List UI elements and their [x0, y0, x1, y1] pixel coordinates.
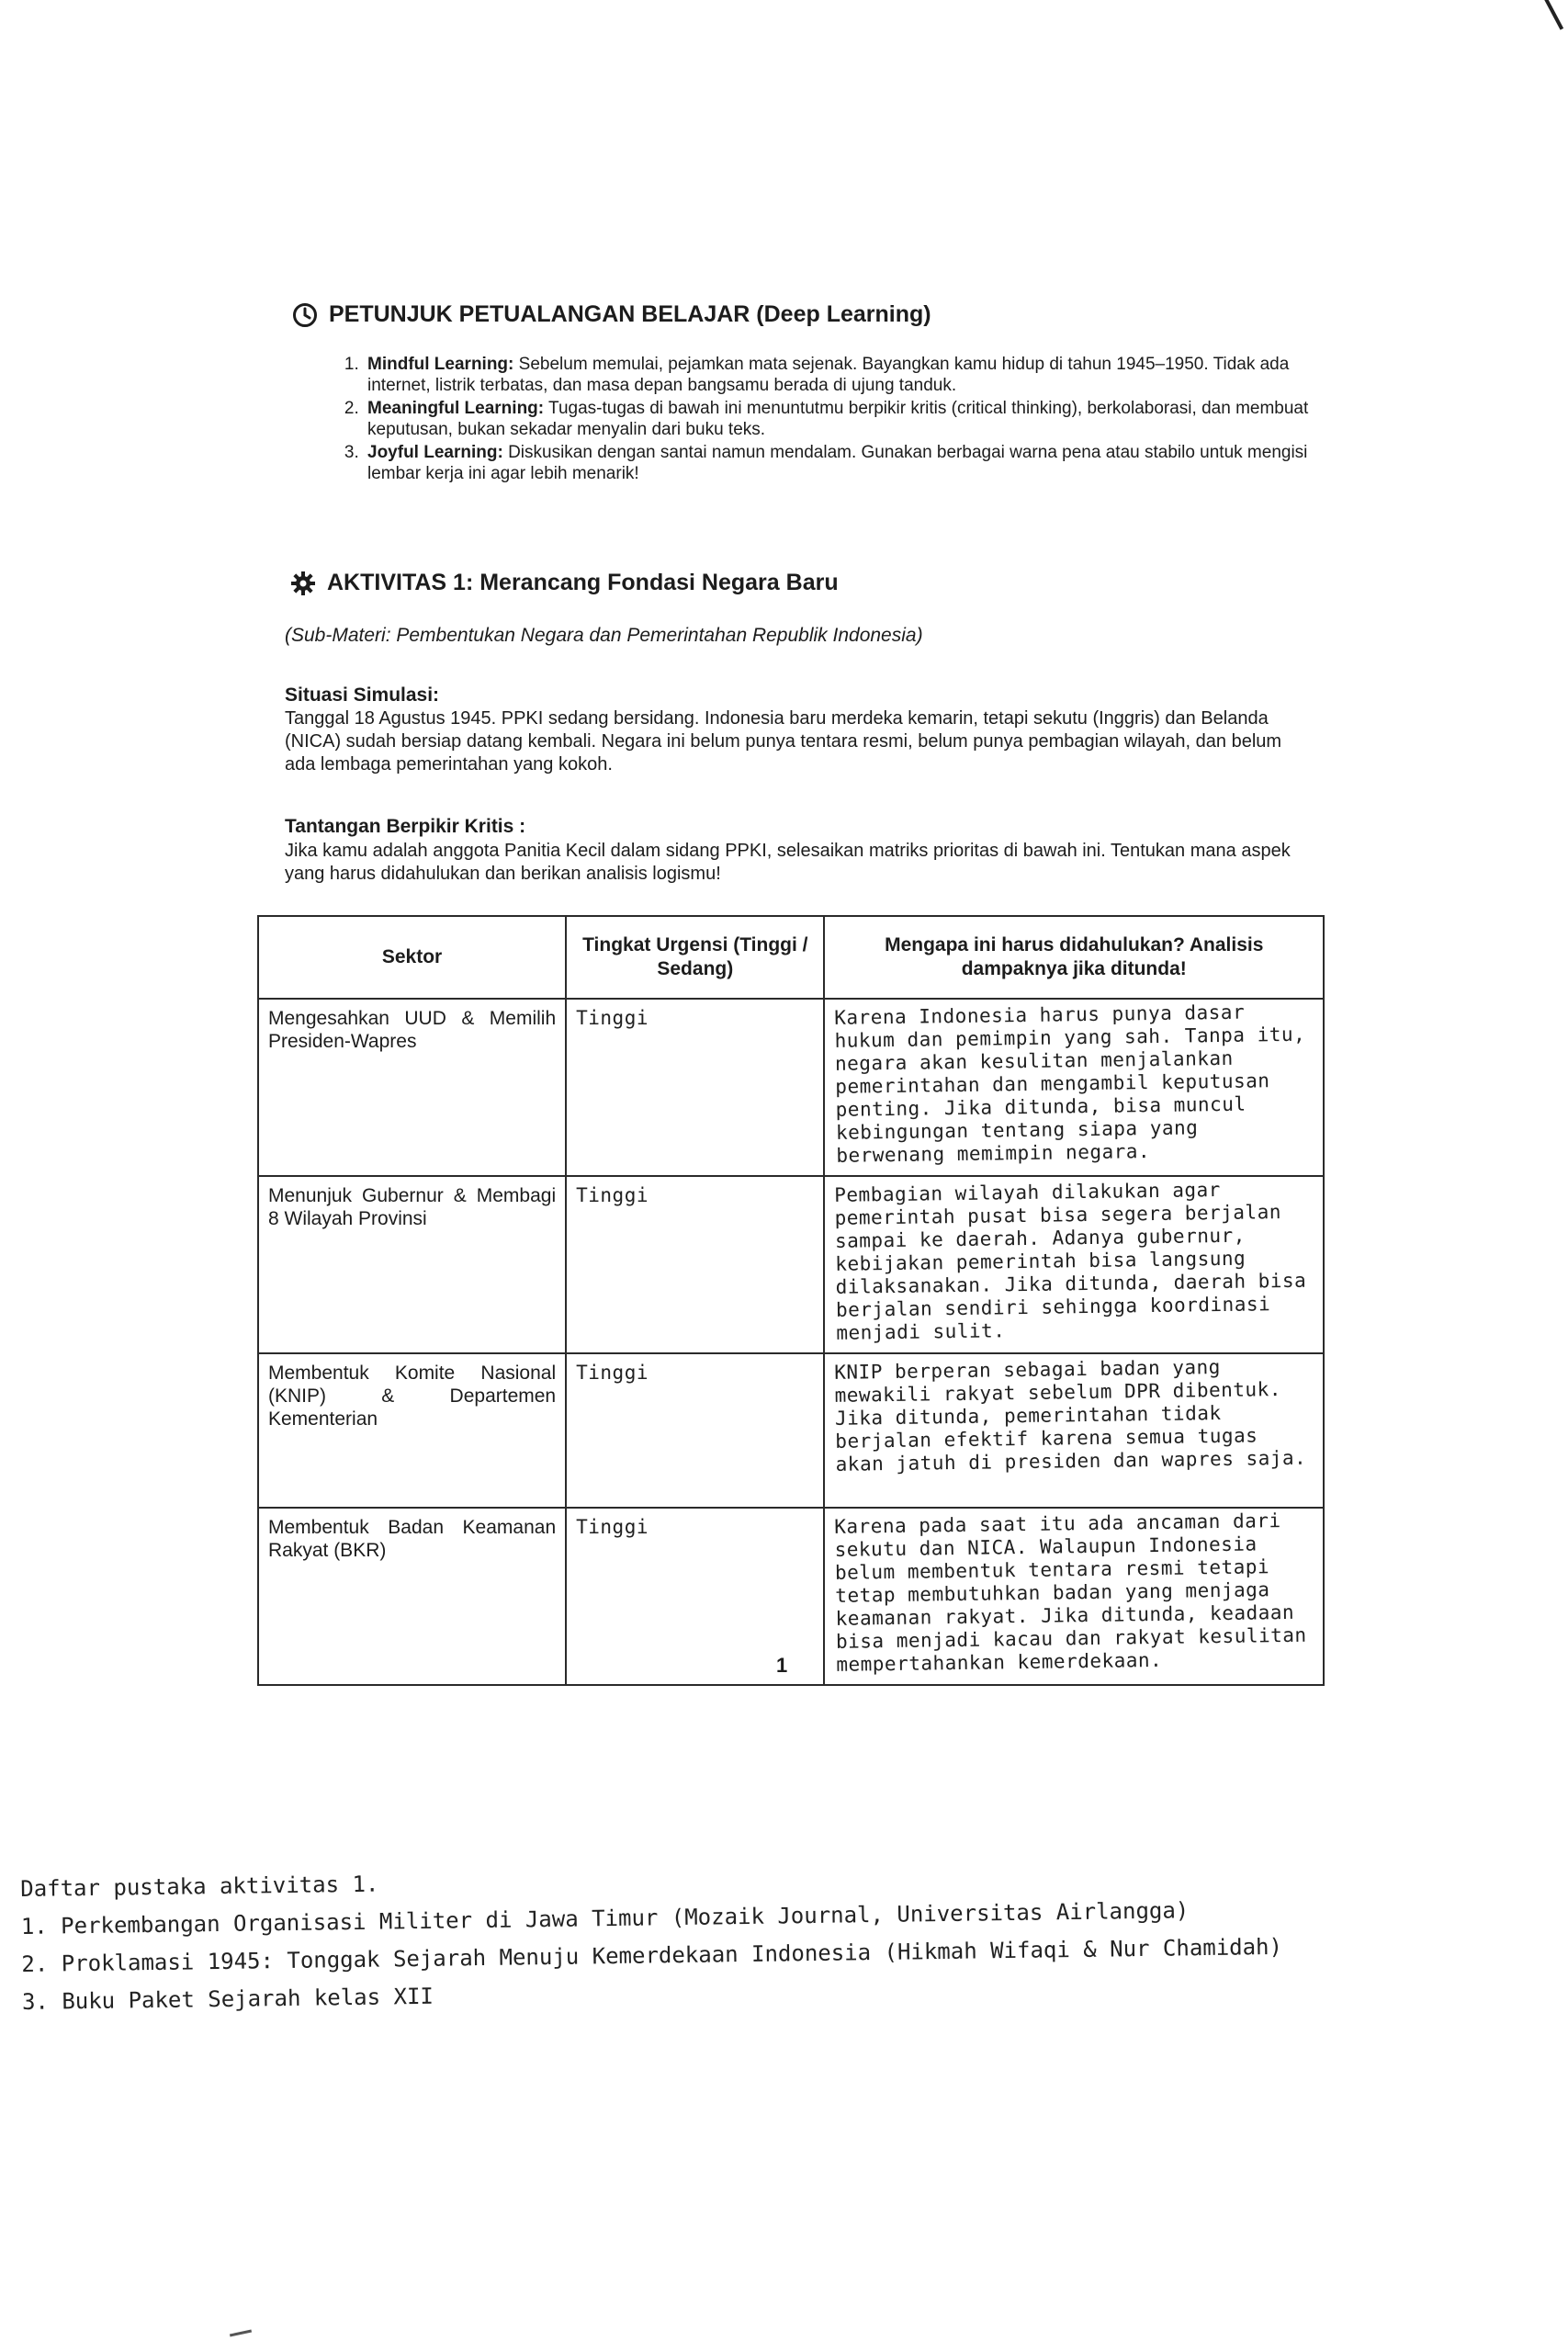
reference-item: 1. Perkembangan Organisasi Militer di Jawa Timur (Mozaik Journal, Universitas Airlangga) — [20, 1897, 1190, 1939]
header-analisis: Mengapa ini harus didahulukan? Analisis dampaknya jika ditunda! — [824, 916, 1324, 999]
gear-icon — [290, 571, 316, 596]
table-row — [258, 999, 1324, 1176]
header-urgensi: Tingkat Urgensi (Tinggi / Sedang) — [566, 916, 824, 999]
item-label: Meaningful Learning: — [367, 399, 545, 418]
tantangan-text: Jika kamu adalah anggota Panitia Kecil dalam sidang PPKI, selesaikan matriks prioritas di bawah ini. Tentukan mana aspek yang harus didahulukan dan berikan analisis logismu! — [285, 841, 1291, 884]
item-label: Joyful Learning: — [367, 443, 503, 462]
table-header-row — [258, 916, 1324, 999]
analisis-cell: Pembagian wilayah dilakukan agar pemerintah pusat bisa segera berjalan sampai ke daerah. Adanya gubernur, kebijakan pemerintah bisa langsung dilaksanakan. Jika ditunda, daerah bisa berjalan sendiri sehingga koordinasi menjadi sulit. — [824, 1169, 1325, 1353]
urgensi-cell: Tinggi — [566, 1508, 824, 1685]
aktivitas-heading — [290, 570, 839, 596]
sektor-cell: Mengesahkan UUD & Memilih Presiden-Wapres — [258, 999, 566, 1176]
urgensi-cell: Tinggi — [566, 1353, 824, 1508]
table-row — [258, 1508, 1324, 1685]
item-text: Tugas-tugas di bawah ini menuntutmu berpikir kritis (critical thinking), berkolaborasi, dan membuat keputusan, bukan sekadar menyalin dari buku teks. — [367, 399, 1309, 439]
petunjuk-list — [325, 354, 1337, 486]
priority-matrix-table — [257, 915, 1325, 1686]
urgensi-cell: Tinggi — [566, 999, 824, 1176]
table-row — [258, 1353, 1324, 1508]
page-number: 1 — [776, 1654, 788, 1677]
item-text: Diskusikan dengan santai namun mendalam. Gunakan berbagai warna pena atau stabilo untuk mengisi lembar kerja ini agar lebih menarik! — [367, 443, 1308, 483]
analisis-cell: KNIP berperan sebagai badan yang mewakili rakyat sebelum DPR dibentuk. Jika ditunda, pemerintahan tidak berjalan efektif karena semua tugas akan jatuh di presiden dan wapres saja. — [824, 1346, 1325, 1508]
petunjuk-title-text: PETUNJUK PETUALANGAN BELAJAR (Deep Learning) — [329, 301, 931, 327]
tantangan-label: Tantangan Berpikir Kritis : — [285, 816, 526, 837]
header-sektor: Sektor — [258, 916, 566, 999]
analisis-cell: Karena pada saat itu ada ancaman dari sekutu dan NICA. Walaupun Indonesia belum membentuk tentara resmi tetapi tetap membutuhkan badan yang menjaga keamanan rakyat. Jika ditunda, keadaan bisa menjadi kacau dan rakyat kesulitan mempertahankan kemerdekaan. — [824, 1500, 1325, 1685]
situasi-text: Tanggal 18 Agustus 1945. PPKI sedang bersidang. Indonesia baru merdeka kemarin, tetapi sekutu (Inggris) dan Belanda (NICA) sudah bersiap datang kembali. Negara ini belum punya tentara resmi, belum punya pembagian wilayah, dan belum ada lembaga pemerintahan yang kokoh. — [285, 708, 1282, 775]
list-item — [364, 398, 1337, 440]
situasi-label: Situasi Simulasi: — [285, 684, 440, 706]
pen-mark — [230, 2330, 252, 2337]
list-item — [364, 442, 1337, 484]
sektor-cell: Menunjuk Gubernur & Membagi 8 Wilayah Provinsi — [258, 1176, 566, 1353]
urgensi-cell: Tinggi — [566, 1176, 824, 1353]
clock-icon — [292, 302, 318, 328]
analisis-cell: Karena Indonesia harus punya dasar hukum dan pemimpin yang sah. Tanpa itu, negara akan kesulitan menjalankan pemerintahan dan mengambil keputusan penting. Jika ditunda, bisa muncul kebingungan tentang siapa yang berwenang memimpin negara. — [824, 991, 1325, 1176]
daftar-pustaka-title: Daftar pustaka aktivitas 1. — [20, 1871, 379, 1902]
table-row — [258, 1176, 1324, 1353]
item-label: Mindful Learning: — [367, 355, 514, 374]
aktivitas-title-text: AKTIVITAS 1: Merancang Fondasi Negara Baru — [327, 570, 839, 595]
reference-item: 2. Proklamasi 1945: Tonggak Sejarah Menuju Kemerdekaan Indonesia (Hikmah Wifaqi & Nur Chamidah) — [21, 1933, 1283, 1977]
item-text: Sebelum memulai, pejamkan mata sejenak. Bayangkan kamu hidup di tahun 1945–1950. Tidak ada internet, listrik terbatas, dan masa depan bangsamu berada di ujung tanduk. — [367, 355, 1290, 395]
reference-item: 3. Buku Paket Sejarah kelas XII — [21, 1983, 434, 2015]
sektor-cell: Membentuk Komite Nasional (KNIP) & Departemen Kementerian — [258, 1353, 566, 1508]
pen-mark — [1543, 0, 1563, 30]
sektor-cell: Membentuk Badan Keamanan Rakyat (BKR) — [258, 1508, 566, 1685]
sub-materi: (Sub-Materi: Pembentukan Negara dan Pemerintahan Republik Indonesia) — [285, 625, 923, 646]
list-item — [364, 354, 1337, 396]
petunjuk-heading — [292, 301, 931, 328]
daftar-pustaka — [20, 1853, 1283, 2021]
